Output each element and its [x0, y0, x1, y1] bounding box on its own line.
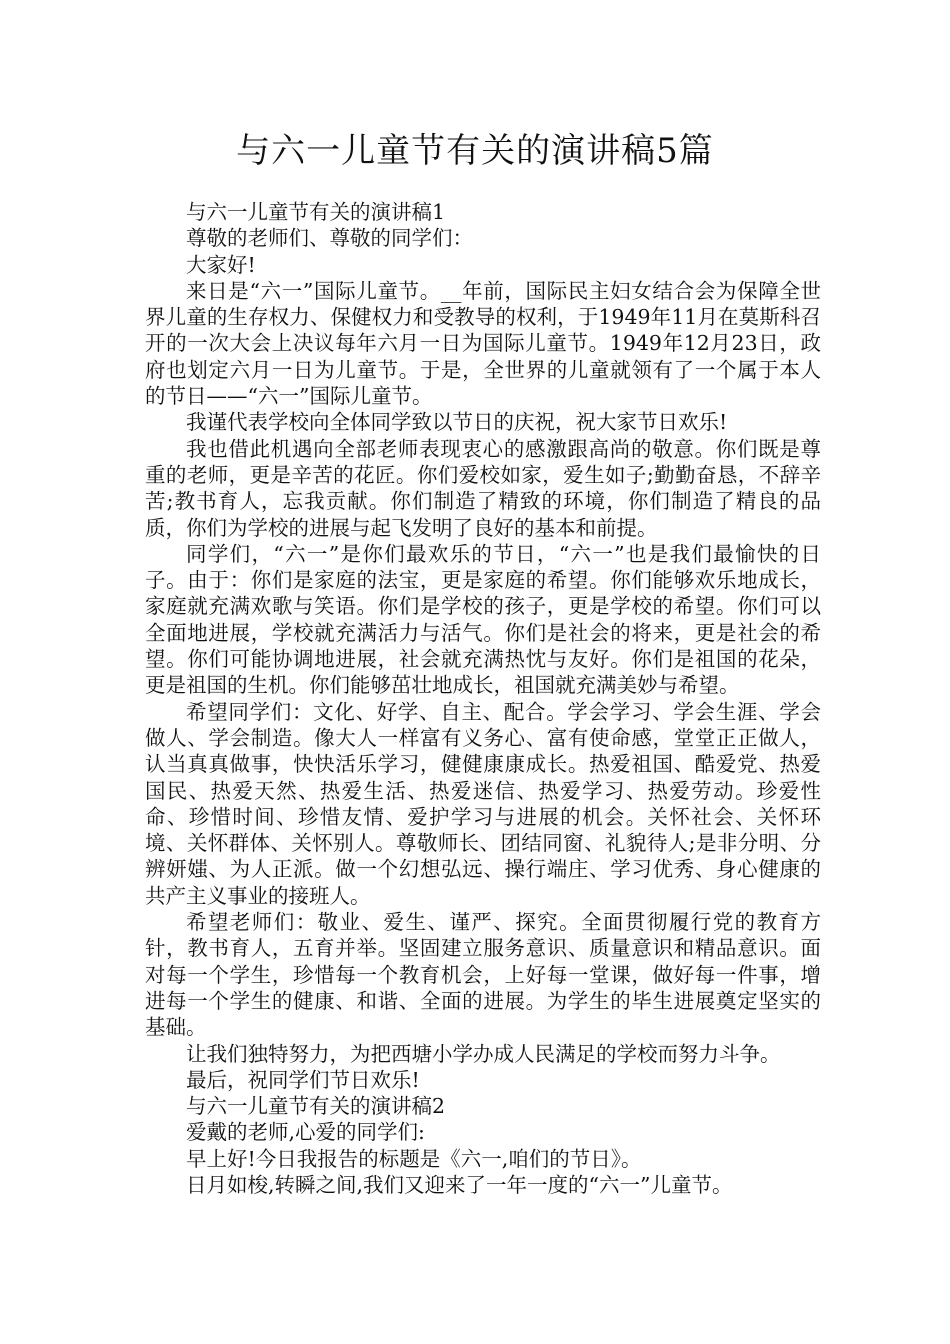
- paragraph: 希望老师们：敬业、爱生、谨严、探究。全面贯彻履行党的教育方针，教书育人，五育并举。坚固建立服务意识、质量意识和精品意识。面对每一个学生，珍惜每一个教育机会，上好每一堂课，做好每一件事，增进每一个学生的健康、和谐、全面的进展。为学生的毕生进展奠定坚实的基础。: [145, 910, 821, 1040]
- paragraph: 我也借此机遇向全部老师表现衷心的感激跟高尚的敬意。你们既是尊重的老师，更是辛苦的花匠。你们爱校如家，爱生如子;勤勤奋恳，不辞辛苦;教书育人，忘我贡献。你们制造了精致的环境，你们制造了精良的品质，你们为学校的进展与起飞发明了良好的基本和前提。: [145, 436, 821, 540]
- paragraph: 日月如梭,转瞬之间,我们又迎来了一年一度的“六一”儿童节。: [186, 1172, 733, 1197]
- paragraph: 早上好!今日我报告的标题是《六一,咱们的节日》。: [186, 1146, 642, 1171]
- paragraph: 让我们独特努力，为把西塘小学办成人民满足的学校而努力斗争。: [186, 1041, 781, 1066]
- paragraph: 最后，祝同学们节日欢乐!: [186, 1067, 420, 1092]
- paragraph: 希望同学们：文化、好学、自主、配合。学会学习、学会生涯、学会做人、学会制造。像大人一样富有义务心、富有使命感，堂堂正正做人，认当真真做事，快快活乐学习，健健康康成长。热爱祖国、酷爱党、热爱国民、热爱天然、热爱生活、热爱迷信、热爱学习、热爱劳动。珍爱性命、珍惜时间、珍惜友情、爱护学习与进展的机会。关怀社会、关怀环境、关怀群体、关怀别人。尊敬师长、团结同窗、礼貌待人;是非分明、分辨妍媸、为人正派。做一个幻想弘远、操行端庄、学习优秀、身心健康的共产主义事业的接班人。: [145, 699, 821, 908]
- paragraph: 我谨代表学校向全体同学致以节日的庆祝，祝大家节日欢乐!: [186, 410, 728, 435]
- document-body: [145, 199, 821, 1198]
- paragraph: 大家好!: [186, 252, 256, 277]
- paragraph: 来日是“六一”国际儿童节。__年前，国际民主妇女结合会为保障全世界儿童的生存权力、保健权力和受教导的权利，于1949年11月在莫斯科召开的一次大会上决议每年六月一日为国际儿童节。1949年12月23日，政府也划定六月一日为儿童节。于是，全世界的儿童就领有了一个属于本人的节日——“六一”国际儿童节。: [145, 278, 821, 409]
- paragraph: 爱戴的老师,心爱的同学们:: [186, 1120, 425, 1145]
- document-title: 与六一儿童节有关的演讲稿5篇: [236, 131, 714, 171]
- paragraph: 与六一儿童节有关的演讲稿2: [186, 1094, 446, 1119]
- paragraph: 尊敬的老师们、尊敬的同学们：: [186, 226, 473, 251]
- paragraph: 同学们，“六一”是你们最欢乐的节日，“六一”也是我们最愉快的日子。由于：你们是家庭的法宝，更是家庭的希望。你们能够欢乐地成长，家庭就充满欢歌与笑语。你们是学校的孩子，更是学校的希望。你们可以全面地进展，学校就充满活力与活气。你们是社会的将来，更是社会的希望。你们可能协调地进展，社会就充满热忱与友好。你们是祖国的花朵，更是祖国的生机。你们能够茁壮地成长，祖国就充满美妙与希望。: [145, 541, 821, 698]
- paragraph: 与六一儿童节有关的演讲稿1: [186, 200, 446, 224]
